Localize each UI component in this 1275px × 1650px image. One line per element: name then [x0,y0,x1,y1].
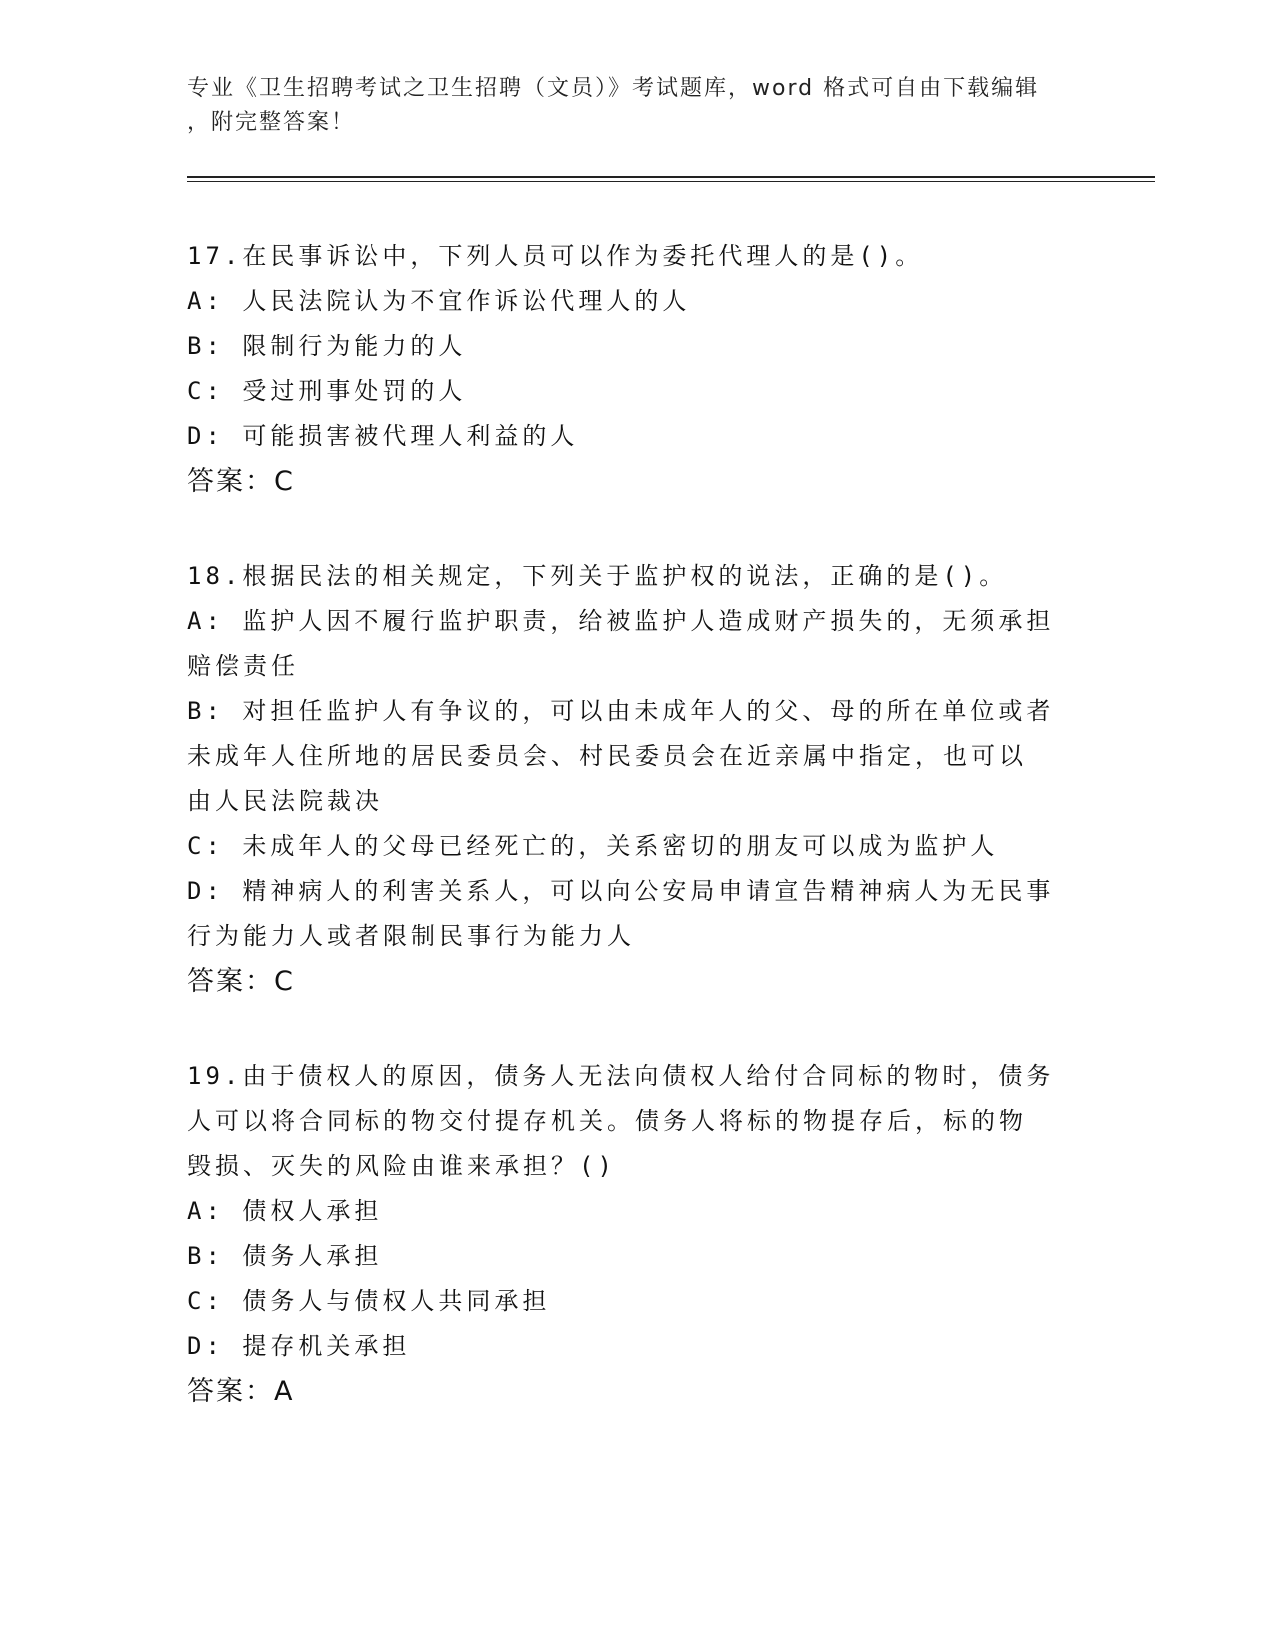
option-a: A: 监护人因不履行监护职责，给被监护人造成财产损失的，无须承担 [187,607,1055,635]
option-a-continued: 赔偿责任 [187,652,299,680]
answer-line: 答案：C [187,466,295,497]
header-line-1: 专业《卫生招聘考试之卫生招聘（文员）》考试题库，word 格式可自由下载编辑 [187,76,1040,101]
answer-line: 答案：C [187,966,295,997]
question-17 [187,234,1067,504]
header-line-2: ，附完整答案！ [187,110,356,135]
answer-line: 答案：A [187,1376,295,1407]
option-b: B: 债务人承担 [187,1242,383,1270]
option-d-continued: 行为能力人或者限制民事行为能力人 [187,922,635,950]
question-stem: 18.根据民法的相关规定，下列关于监护权的说法，正确的是()。 [187,562,1008,590]
option-b: B: 对担任监护人有争议的，可以由未成年人的父、母的所在单位或者 [187,697,1055,725]
option-d: D: 提存机关承担 [187,1332,411,1360]
option-d: D: 精神病人的利害关系人，可以向公安局申请宣告精神病人为无民事 [187,877,1055,905]
option-d: D: 可能损害被代理人利益的人 [187,422,579,450]
option-b-continued: 由人民法院裁决 [187,787,383,815]
option-b-continued: 未成年人住所地的居民委员会、村民委员会在近亲属中指定，也可以 [187,742,1027,770]
option-c: C: 未成年人的父母已经死亡的，关系密切的朋友可以成为监护人 [187,832,999,860]
header-divider-thin [187,181,1155,182]
question-stem-continued: 毁损、灭失的风险由谁来承担？() [187,1152,616,1180]
option-a: A: 人民法院认为不宜作诉讼代理人的人 [187,287,691,315]
option-a: A: 债权人承担 [187,1197,383,1225]
option-b: B: 限制行为能力的人 [187,332,467,360]
question-19 [187,1054,1067,1414]
option-c: C: 债务人与债权人共同承担 [187,1287,551,1315]
header-note [187,72,1067,140]
option-c: C: 受过刑事处罚的人 [187,377,467,405]
question-stem: 17.在民事诉讼中，下列人员可以作为委托代理人的是()。 [187,242,924,270]
header-divider-thick [187,176,1155,178]
question-18 [187,554,1067,1004]
question-stem: 19.由于债权人的原因，债务人无法向债权人给付合同标的物时，债务 [187,1062,1055,1090]
question-stem-continued: 人可以将合同标的物交付提存机关。债务人将标的物提存后，标的物 [187,1107,1027,1135]
